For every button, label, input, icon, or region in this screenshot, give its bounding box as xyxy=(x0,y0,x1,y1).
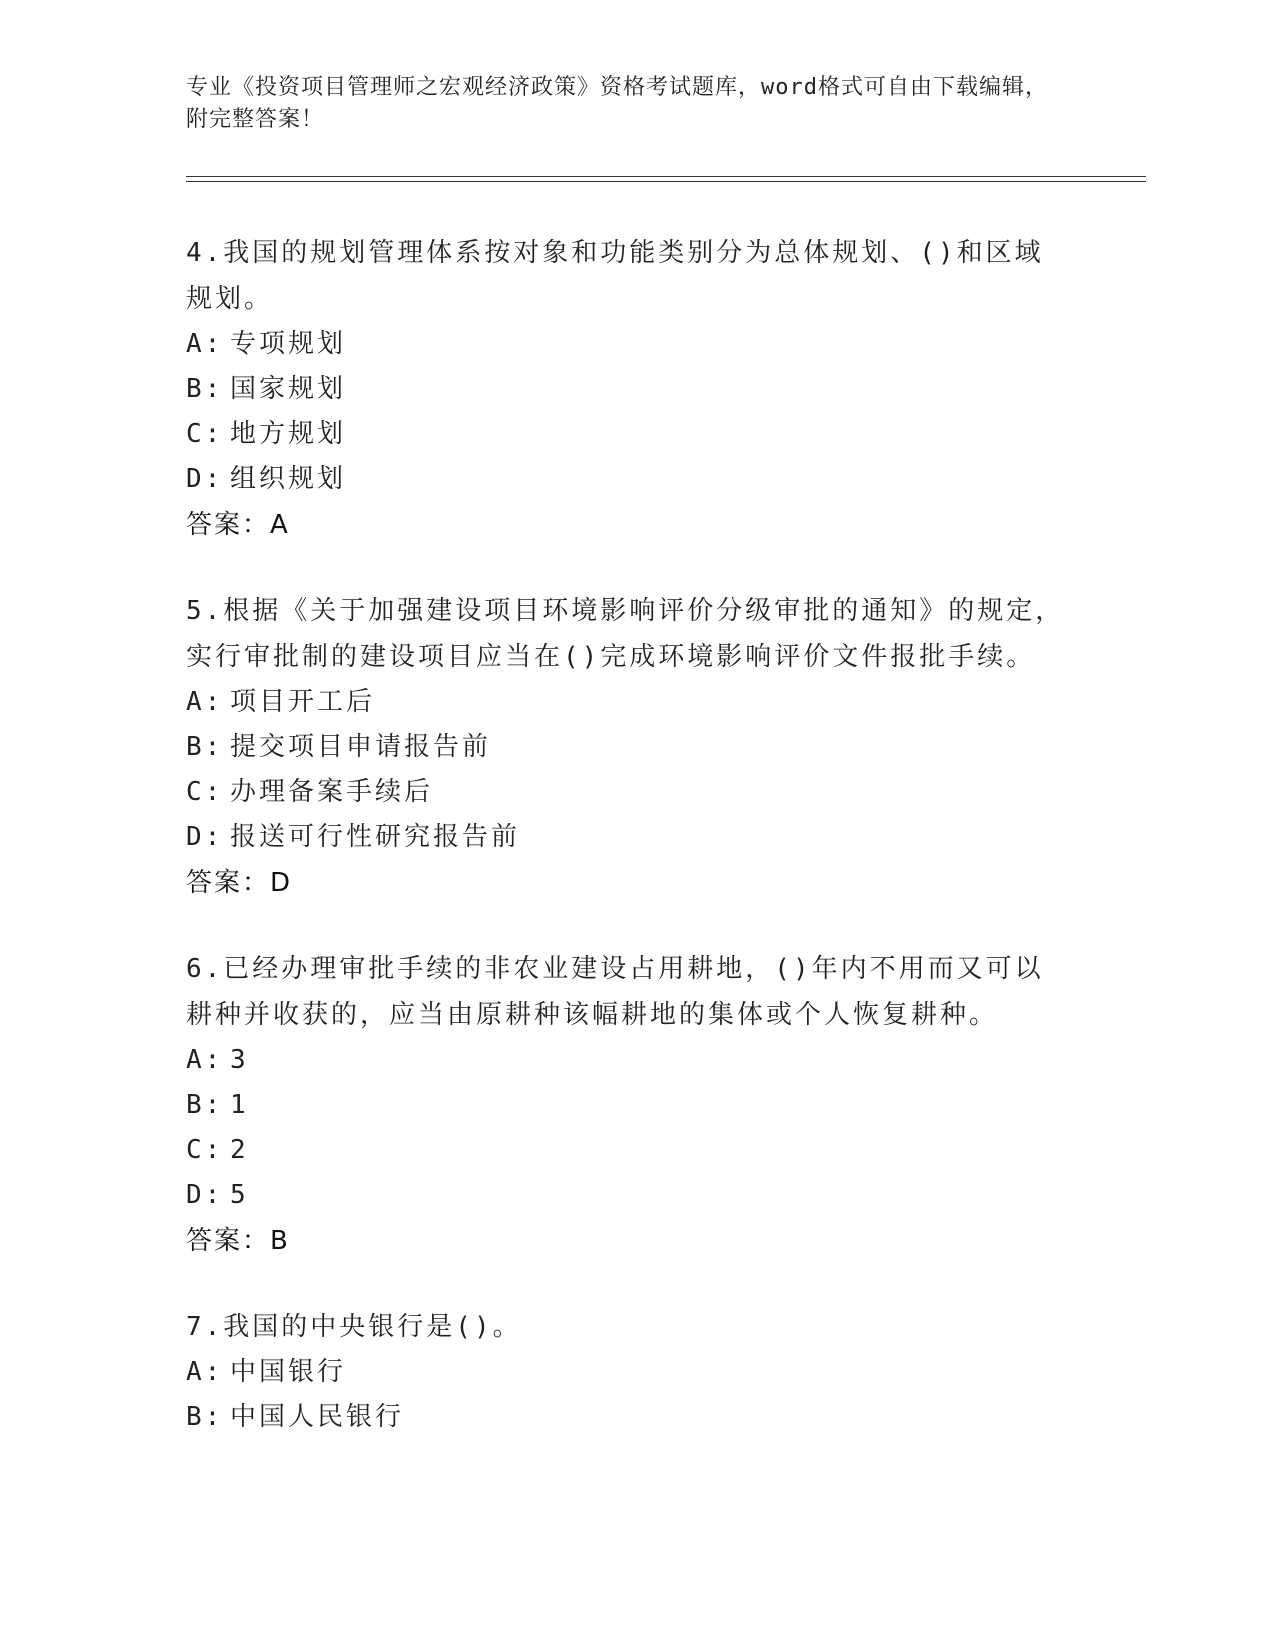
option-text: 中国银行 xyxy=(230,1357,347,1387)
option-text: 办理备案手续后 xyxy=(230,777,434,807)
answer-value: D xyxy=(270,868,293,898)
answer-label: 答案： xyxy=(186,510,271,540)
option-letter: D: xyxy=(186,464,224,494)
option-letter: B: xyxy=(186,374,224,404)
option-text: 中国人民银行 xyxy=(230,1402,405,1432)
option-b xyxy=(186,1083,1066,1128)
option-b xyxy=(186,725,1066,770)
question-5 xyxy=(186,588,1066,906)
option-letter: C: xyxy=(186,1135,224,1165)
question-text: 6.已经办理审批手续的非农业建设占用耕地，()年内不用而又可以耕种并收获的，应当由原耕种该幅耕地的集体或个人恢复耕种。 xyxy=(186,954,1044,1030)
answer-value: B xyxy=(270,1226,290,1256)
option-a xyxy=(186,680,1066,725)
option-text: 3 xyxy=(230,1045,249,1075)
header-divider-bottom xyxy=(186,181,1146,182)
option-letter: D: xyxy=(186,822,224,852)
option-letter: C: xyxy=(186,777,224,807)
option-a xyxy=(186,1038,1066,1083)
option-letter: A: xyxy=(186,1357,224,1387)
option-d xyxy=(186,815,1066,860)
answer-value: A xyxy=(270,510,290,540)
option-letter: C: xyxy=(186,419,224,449)
question-list xyxy=(186,230,1066,1480)
option-letter: B: xyxy=(186,732,224,762)
option-c xyxy=(186,412,1066,457)
option-text: 国家规划 xyxy=(230,374,347,404)
document-header: 专业《投资项目管理师之宏观经济政策》资格考试题库，word格式可自由下载编辑，附完整答案！ xyxy=(186,75,1048,132)
option-c xyxy=(186,770,1066,815)
answer-line xyxy=(186,860,1066,906)
option-letter: A: xyxy=(186,1045,224,1075)
answer-line xyxy=(186,1218,1066,1264)
option-d xyxy=(186,457,1066,502)
option-text: 专项规划 xyxy=(230,329,347,359)
option-text: 项目开工后 xyxy=(230,687,376,717)
option-a xyxy=(186,322,1066,367)
option-b xyxy=(186,367,1066,412)
option-text: 组织规划 xyxy=(230,464,347,494)
option-text: 地方规划 xyxy=(230,419,347,449)
header-divider-top xyxy=(186,176,1146,177)
question-6 xyxy=(186,946,1066,1264)
question-text: 7.我国的中央银行是()。 xyxy=(186,1312,522,1342)
answer-line xyxy=(186,502,1066,548)
option-b xyxy=(186,1395,1066,1440)
option-text: 2 xyxy=(230,1135,249,1165)
option-letter: D: xyxy=(186,1180,224,1210)
question-text: 5.根据《关于加强建设项目环境影响评价分级审批的通知》的规定，实行审批制的建设项目应当在()完成环境影响评价文件报批手续。 xyxy=(186,596,1065,672)
option-d xyxy=(186,1173,1066,1218)
option-text: 1 xyxy=(230,1090,249,1120)
question-text: 4.我国的规划管理体系按对象和功能类别分为总体规划、()和区域规划。 xyxy=(186,238,1044,314)
answer-label: 答案： xyxy=(186,868,271,898)
question-4 xyxy=(186,230,1066,548)
answer-label: 答案： xyxy=(186,1226,271,1256)
option-text: 报送可行性研究报告前 xyxy=(230,822,521,852)
option-letter: B: xyxy=(186,1402,224,1432)
option-c xyxy=(186,1128,1066,1173)
option-a xyxy=(186,1350,1066,1395)
option-letter: B: xyxy=(186,1090,224,1120)
option-text: 5 xyxy=(230,1180,249,1210)
option-text: 提交项目申请报告前 xyxy=(230,732,492,762)
option-letter: A: xyxy=(186,687,224,717)
question-7 xyxy=(186,1304,1066,1440)
option-letter: A: xyxy=(186,329,224,359)
